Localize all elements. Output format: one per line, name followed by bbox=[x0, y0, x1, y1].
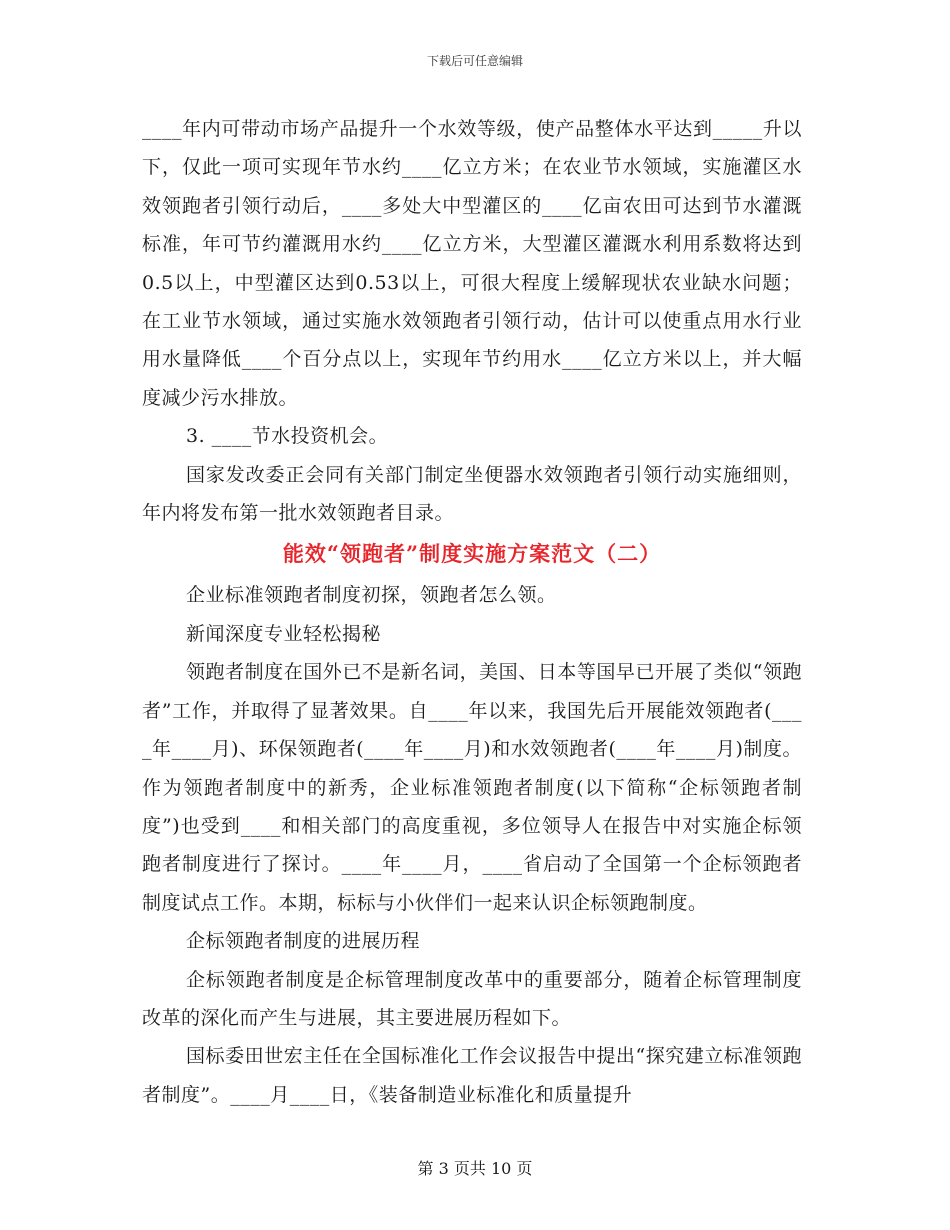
body-paragraph: ____年内可带动市场产品提升一个水效等级，使产品整体水平达到_____升以下，仅此一项可实现年节水约____亿立方米；在农业节水领域，实施灌区水效领跑者引领行动后，____多处大中型灌区的____亿亩农田可达到节水灌溉标准，年可节约灌溉用水约____亿立方米，大型灌区灌溉水利用系数将达到0.5以上，中型灌区达到0.53以上，可很大程度上缓解现状农业缺水问题；在工业节水领域，通过实施水效领跑者引领行动，估计可以使重点用水行业用水量降低____个百分点以上，实现年节约用水____亿立方米以上，并大幅度减少污水排放。 bbox=[142, 118, 802, 409]
body-paragraph: 国标委田世宏主任在全国标准化工作会议报告中提出“探究建立标准领跑者制度”。____月____日，《装备制造业标准化和质量提升 bbox=[142, 1045, 802, 1106]
body-paragraph: 领跑者制度在国外已不是新名词，美国、日本等国早已开展了类似“领跑者”工作，并取得了显著效果。自____年以来，我国先后开展能效领跑者(____年____月)、环保领跑者(____年____月)和水效领跑者(____年____月)制度。作为领跑者制度中的新秀，企业标准领跑者制度(以下简称“企标领跑者制度”)也受到____和相关部门的高度重视，多位领导人在报告中对实施企标领跑者制度进行了探讨。____年____月，____省启动了全国第一个企标领跑者制度试点工作。本期，标标与小伙伴们一起来认识企标领跑制度。 bbox=[142, 661, 802, 914]
page-header: 下载后可任意编辑 bbox=[426, 54, 523, 68]
subheading: 新闻深度专业轻松揭秘 bbox=[186, 622, 382, 645]
section-title: 能效“领跑者”制度实施方案范文（二） bbox=[282, 541, 662, 567]
subheading: 企标领跑者制度的进展历程 bbox=[186, 930, 421, 953]
list-item-heading: 3. ____节水投资机会。 bbox=[186, 425, 389, 448]
document-body bbox=[142, 110, 802, 1114]
page-number: 第 3 页共 10 页 bbox=[417, 1159, 533, 1178]
body-paragraph: 企业标准领跑者制度初探，领跑者怎么领。 bbox=[186, 584, 557, 607]
body-paragraph: 企标领跑者制度是企标管理制度改革中的重要部分，随着企标管理制度改革的深化而产生与进展，其主要进展历程如下。 bbox=[142, 968, 802, 1029]
body-paragraph: 国家发改委正会同有关部门制定坐便器水效领跑者引领行动实施细则，年内将发布第一批水效领跑者目录。 bbox=[142, 463, 802, 525]
